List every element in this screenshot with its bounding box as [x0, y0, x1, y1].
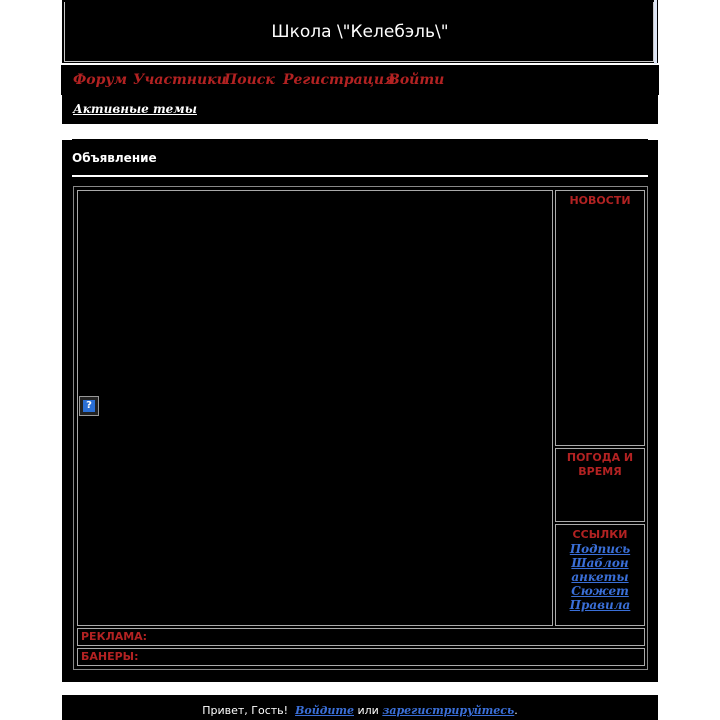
- nav-login[interactable]: Войти: [388, 72, 445, 88]
- weather-cell: [555, 448, 645, 522]
- corner-left: [62, 139, 72, 140]
- forum-header: [61, 0, 659, 64]
- active-topics-link[interactable]: Активные темы: [73, 102, 197, 116]
- question-icon: ?: [83, 400, 95, 412]
- or-text: или: [357, 704, 379, 717]
- greeting-text: Привет, Гость!: [202, 704, 289, 717]
- announcement-title: Объявление: [72, 151, 157, 165]
- forum-title: Школа \"Келебэль\": [271, 22, 449, 42]
- nav-forum[interactable]: Форум: [73, 72, 128, 88]
- nav-register[interactable]: Регистрация: [283, 72, 396, 88]
- ads-row: [77, 628, 645, 646]
- link-form-template[interactable]: Шаблон анкеты: [571, 556, 629, 584]
- announcement-table: [73, 186, 648, 670]
- links-cell: [555, 524, 645, 626]
- login-link[interactable]: Войдите: [295, 704, 354, 717]
- ads-label: РЕКЛАМА:: [81, 630, 148, 643]
- announcement-content-cell: [77, 190, 553, 626]
- welcome-footer: [61, 694, 659, 720]
- corner-right: [648, 139, 658, 140]
- nav-members[interactable]: Участники: [133, 72, 227, 88]
- broken-image: [79, 396, 99, 416]
- link-rules[interactable]: Правила: [569, 598, 631, 612]
- announcement-section: [61, 139, 659, 685]
- weather-title: ПОГОДА И ВРЕМЯ: [566, 451, 634, 478]
- news-cell: [555, 190, 645, 446]
- link-plot[interactable]: Сюжет: [571, 584, 629, 598]
- welcome-message: [62, 704, 658, 717]
- banners-row: [77, 648, 645, 666]
- banners-label: БАНЕРЫ:: [81, 650, 139, 663]
- links-list: [556, 542, 644, 612]
- register-link[interactable]: зарегистрируйтесь: [382, 704, 515, 717]
- news-title: НОВОСТИ: [569, 194, 631, 207]
- announcement-divider: [72, 175, 648, 177]
- period-text: .: [514, 704, 518, 717]
- links-title: ССЫЛКИ: [572, 528, 628, 541]
- nav-search[interactable]: Поиск: [224, 72, 275, 88]
- link-signature[interactable]: Подпись: [569, 542, 631, 556]
- main-nav: [61, 65, 659, 95]
- active-topics-bar: [61, 95, 659, 127]
